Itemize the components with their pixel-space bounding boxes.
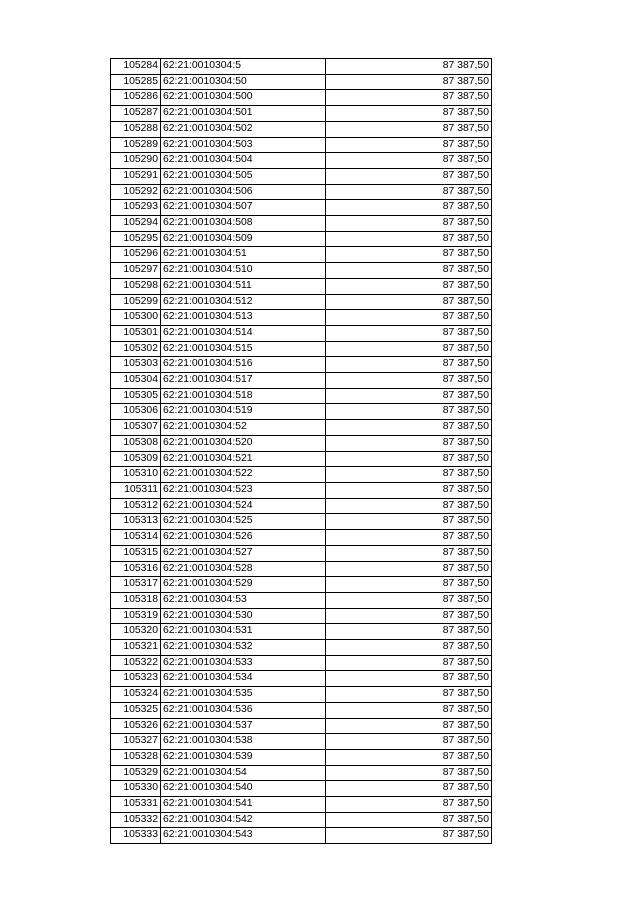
cadastral-value-cell: 87 387,50 (326, 435, 492, 451)
row-number-cell: 105314 (111, 530, 161, 546)
cadastral-number-cell: 62:21:0010304:53 (161, 592, 326, 608)
cadastral-value-cell: 87 387,50 (326, 624, 492, 640)
table-row (111, 137, 492, 153)
table-row (111, 106, 492, 122)
table-body (111, 59, 492, 844)
row-number-cell: 105291 (111, 168, 161, 184)
row-number-cell: 105289 (111, 137, 161, 153)
row-number-cell: 105331 (111, 797, 161, 813)
table-row (111, 561, 492, 577)
cadastral-value-table (110, 58, 492, 844)
table-row (111, 592, 492, 608)
cadastral-value-cell: 87 387,50 (326, 640, 492, 656)
table-row (111, 498, 492, 514)
cadastral-number-cell: 62:21:0010304:511 (161, 278, 326, 294)
cadastral-value-cell: 87 387,50 (326, 247, 492, 263)
row-number-cell: 105322 (111, 655, 161, 671)
cadastral-number-cell: 62:21:0010304:536 (161, 702, 326, 718)
row-number-cell: 105330 (111, 781, 161, 797)
cadastral-value-cell: 87 387,50 (326, 216, 492, 232)
cadastral-number-cell: 62:21:0010304:505 (161, 168, 326, 184)
cadastral-value-cell: 87 387,50 (326, 797, 492, 813)
row-number-cell: 105323 (111, 671, 161, 687)
cadastral-value-cell: 87 387,50 (326, 812, 492, 828)
cadastral-value-cell: 87 387,50 (326, 765, 492, 781)
row-number-cell: 105285 (111, 74, 161, 90)
cadastral-value-cell: 87 387,50 (326, 121, 492, 137)
cadastral-number-cell: 62:21:0010304:50 (161, 74, 326, 90)
cadastral-value-cell: 87 387,50 (326, 74, 492, 90)
cadastral-value-cell: 87 387,50 (326, 577, 492, 593)
row-number-cell: 105290 (111, 153, 161, 169)
cadastral-number-cell: 62:21:0010304:525 (161, 514, 326, 530)
cadastral-number-cell: 62:21:0010304:502 (161, 121, 326, 137)
cadastral-value-cell: 87 387,50 (326, 734, 492, 750)
table-row (111, 467, 492, 483)
table-row (111, 545, 492, 561)
table-row (111, 294, 492, 310)
cadastral-value-cell: 87 387,50 (326, 341, 492, 357)
table-row (111, 812, 492, 828)
table-row (111, 702, 492, 718)
row-number-cell: 105316 (111, 561, 161, 577)
table-row (111, 74, 492, 90)
table-row (111, 640, 492, 656)
table-row (111, 435, 492, 451)
row-number-cell: 105320 (111, 624, 161, 640)
row-number-cell: 105311 (111, 482, 161, 498)
table-row (111, 482, 492, 498)
cadastral-value-cell: 87 387,50 (326, 671, 492, 687)
row-number-cell: 105306 (111, 404, 161, 420)
table-row (111, 671, 492, 687)
cadastral-value-cell: 87 387,50 (326, 561, 492, 577)
cadastral-value-cell: 87 387,50 (326, 168, 492, 184)
table-row (111, 718, 492, 734)
cadastral-number-cell: 62:21:0010304:532 (161, 640, 326, 656)
table-row (111, 59, 492, 75)
row-number-cell: 105328 (111, 749, 161, 765)
cadastral-number-cell: 62:21:0010304:519 (161, 404, 326, 420)
row-number-cell: 105296 (111, 247, 161, 263)
cadastral-number-cell: 62:21:0010304:535 (161, 687, 326, 703)
cadastral-number-cell: 62:21:0010304:521 (161, 451, 326, 467)
cadastral-number-cell: 62:21:0010304:517 (161, 373, 326, 389)
row-number-cell: 105315 (111, 545, 161, 561)
cadastral-value-cell: 87 387,50 (326, 310, 492, 326)
cadastral-number-cell: 62:21:0010304:518 (161, 388, 326, 404)
cadastral-number-cell: 62:21:0010304:504 (161, 153, 326, 169)
row-number-cell: 105317 (111, 577, 161, 593)
cadastral-number-cell: 62:21:0010304:542 (161, 812, 326, 828)
cadastral-value-cell: 87 387,50 (326, 420, 492, 436)
row-number-cell: 105312 (111, 498, 161, 514)
table-row (111, 828, 492, 844)
cadastral-number-cell: 62:21:0010304:520 (161, 435, 326, 451)
row-number-cell: 105284 (111, 59, 161, 75)
cadastral-value-cell: 87 387,50 (326, 608, 492, 624)
cadastral-value-cell: 87 387,50 (326, 687, 492, 703)
table-row (111, 655, 492, 671)
row-number-cell: 105297 (111, 263, 161, 279)
cadastral-value-cell: 87 387,50 (326, 357, 492, 373)
cadastral-number-cell: 62:21:0010304:509 (161, 231, 326, 247)
table-row (111, 420, 492, 436)
cadastral-number-cell: 62:21:0010304:529 (161, 577, 326, 593)
table-row (111, 200, 492, 216)
row-number-cell: 105329 (111, 765, 161, 781)
row-number-cell: 105319 (111, 608, 161, 624)
table-row (111, 608, 492, 624)
table-row (111, 749, 492, 765)
cadastral-number-cell: 62:21:0010304:528 (161, 561, 326, 577)
row-number-cell: 105294 (111, 216, 161, 232)
cadastral-value-cell: 87 387,50 (326, 294, 492, 310)
row-number-cell: 105298 (111, 278, 161, 294)
cadastral-value-cell: 87 387,50 (326, 373, 492, 389)
table-row (111, 90, 492, 106)
row-number-cell: 105318 (111, 592, 161, 608)
cadastral-number-cell: 62:21:0010304:533 (161, 655, 326, 671)
row-number-cell: 105300 (111, 310, 161, 326)
cadastral-value-cell: 87 387,50 (326, 514, 492, 530)
cadastral-number-cell: 62:21:0010304:522 (161, 467, 326, 483)
table-row (111, 184, 492, 200)
cadastral-number-cell: 62:21:0010304:514 (161, 325, 326, 341)
table-row (111, 530, 492, 546)
cadastral-value-cell: 87 387,50 (326, 451, 492, 467)
cadastral-value-cell: 87 387,50 (326, 592, 492, 608)
row-number-cell: 105324 (111, 687, 161, 703)
cadastral-number-cell: 62:21:0010304:513 (161, 310, 326, 326)
row-number-cell: 105332 (111, 812, 161, 828)
cadastral-value-cell: 87 387,50 (326, 530, 492, 546)
cadastral-value-cell: 87 387,50 (326, 200, 492, 216)
table-row (111, 216, 492, 232)
cadastral-number-cell: 62:21:0010304:540 (161, 781, 326, 797)
cadastral-value-cell: 87 387,50 (326, 482, 492, 498)
cadastral-value-cell: 87 387,50 (326, 404, 492, 420)
row-number-cell: 105299 (111, 294, 161, 310)
cadastral-value-cell: 87 387,50 (326, 702, 492, 718)
table-row (111, 121, 492, 137)
cadastral-value-cell: 87 387,50 (326, 153, 492, 169)
cadastral-number-cell: 62:21:0010304:530 (161, 608, 326, 624)
cadastral-number-cell: 62:21:0010304:54 (161, 765, 326, 781)
cadastral-number-cell: 62:21:0010304:508 (161, 216, 326, 232)
cadastral-number-cell: 62:21:0010304:500 (161, 90, 326, 106)
cadastral-number-cell: 62:21:0010304:5 (161, 59, 326, 75)
cadastral-number-cell: 62:21:0010304:503 (161, 137, 326, 153)
cadastral-value-cell: 87 387,50 (326, 106, 492, 122)
cadastral-value-cell: 87 387,50 (326, 749, 492, 765)
row-number-cell: 105313 (111, 514, 161, 530)
row-number-cell: 105310 (111, 467, 161, 483)
cadastral-value-cell: 87 387,50 (326, 781, 492, 797)
cadastral-number-cell: 62:21:0010304:539 (161, 749, 326, 765)
row-number-cell: 105287 (111, 106, 161, 122)
table-row (111, 765, 492, 781)
cadastral-number-cell: 62:21:0010304:507 (161, 200, 326, 216)
table-row (111, 624, 492, 640)
cadastral-number-cell: 62:21:0010304:52 (161, 420, 326, 436)
cadastral-number-cell: 62:21:0010304:501 (161, 106, 326, 122)
table-row (111, 797, 492, 813)
cadastral-value-cell: 87 387,50 (326, 278, 492, 294)
table-row (111, 341, 492, 357)
table-row (111, 514, 492, 530)
cadastral-value-cell: 87 387,50 (326, 59, 492, 75)
row-number-cell: 105307 (111, 420, 161, 436)
row-number-cell: 105308 (111, 435, 161, 451)
cadastral-number-cell: 62:21:0010304:51 (161, 247, 326, 263)
cadastral-value-cell: 87 387,50 (326, 828, 492, 844)
cadastral-value-cell: 87 387,50 (326, 137, 492, 153)
cadastral-number-cell: 62:21:0010304:506 (161, 184, 326, 200)
row-number-cell: 105295 (111, 231, 161, 247)
row-number-cell: 105303 (111, 357, 161, 373)
row-number-cell: 105292 (111, 184, 161, 200)
cadastral-value-cell: 87 387,50 (326, 263, 492, 279)
table-row (111, 231, 492, 247)
row-number-cell: 105325 (111, 702, 161, 718)
cadastral-value-cell: 87 387,50 (326, 184, 492, 200)
row-number-cell: 105326 (111, 718, 161, 734)
table-row (111, 263, 492, 279)
cadastral-value-cell: 87 387,50 (326, 231, 492, 247)
row-number-cell: 105286 (111, 90, 161, 106)
cadastral-number-cell: 62:21:0010304:515 (161, 341, 326, 357)
cadastral-value-cell: 87 387,50 (326, 545, 492, 561)
cadastral-number-cell: 62:21:0010304:541 (161, 797, 326, 813)
row-number-cell: 105301 (111, 325, 161, 341)
cadastral-number-cell: 62:21:0010304:510 (161, 263, 326, 279)
cadastral-number-cell: 62:21:0010304:534 (161, 671, 326, 687)
cadastral-number-cell: 62:21:0010304:527 (161, 545, 326, 561)
cadastral-value-cell: 87 387,50 (326, 325, 492, 341)
table-row (111, 153, 492, 169)
table-row (111, 310, 492, 326)
cadastral-value-cell: 87 387,50 (326, 388, 492, 404)
row-number-cell: 105309 (111, 451, 161, 467)
cadastral-number-cell: 62:21:0010304:524 (161, 498, 326, 514)
cadastral-number-cell: 62:21:0010304:512 (161, 294, 326, 310)
table-row (111, 168, 492, 184)
cadastral-number-cell: 62:21:0010304:537 (161, 718, 326, 734)
row-number-cell: 105302 (111, 341, 161, 357)
table-row (111, 388, 492, 404)
table-row (111, 278, 492, 294)
table-row (111, 451, 492, 467)
row-number-cell: 105333 (111, 828, 161, 844)
cadastral-number-cell: 62:21:0010304:543 (161, 828, 326, 844)
row-number-cell: 105288 (111, 121, 161, 137)
table-row (111, 687, 492, 703)
table-row (111, 404, 492, 420)
row-number-cell: 105293 (111, 200, 161, 216)
cadastral-number-cell: 62:21:0010304:523 (161, 482, 326, 498)
table-row (111, 577, 492, 593)
table-row (111, 325, 492, 341)
cadastral-value-cell: 87 387,50 (326, 90, 492, 106)
cadastral-number-cell: 62:21:0010304:516 (161, 357, 326, 373)
cadastral-value-cell: 87 387,50 (326, 467, 492, 483)
table-row (111, 781, 492, 797)
cadastral-value-cell: 87 387,50 (326, 498, 492, 514)
table-row (111, 247, 492, 263)
row-number-cell: 105305 (111, 388, 161, 404)
row-number-cell: 105304 (111, 373, 161, 389)
table-row (111, 357, 492, 373)
cadastral-number-cell: 62:21:0010304:538 (161, 734, 326, 750)
cadastral-value-cell: 87 387,50 (326, 718, 492, 734)
cadastral-value-cell: 87 387,50 (326, 655, 492, 671)
cadastral-number-cell: 62:21:0010304:531 (161, 624, 326, 640)
row-number-cell: 105321 (111, 640, 161, 656)
table-row (111, 373, 492, 389)
table-row (111, 734, 492, 750)
cadastral-number-cell: 62:21:0010304:526 (161, 530, 326, 546)
row-number-cell: 105327 (111, 734, 161, 750)
